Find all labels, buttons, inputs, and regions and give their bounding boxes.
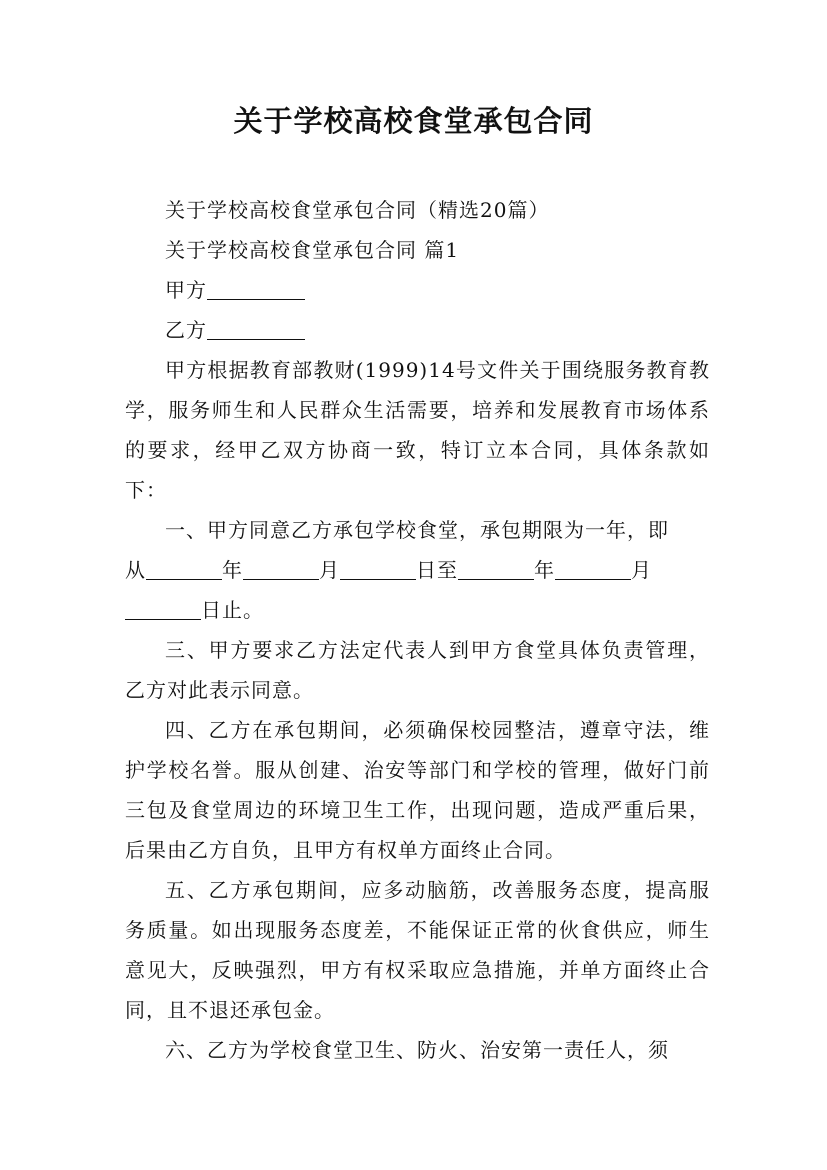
clause-1-lead: 一、甲方同意乙方承包学校食堂，承包期限为一年，即 — [165, 518, 669, 542]
subtitle-collection: 关于学校高校食堂承包合同（精选20篇） — [165, 198, 550, 222]
end-day-blank — [125, 597, 201, 620]
clause-1-end: 日止。 — [201, 598, 264, 622]
party-a-line — [125, 270, 710, 310]
document-body — [125, 190, 710, 1070]
start-day-blank — [340, 557, 416, 580]
end-year-blank — [458, 557, 534, 580]
clause-1-month-1: 月 — [319, 558, 340, 582]
party-a-blank — [207, 277, 305, 300]
clause-1-date-line — [125, 550, 710, 590]
clause-1 — [125, 510, 710, 630]
clause-3: 三、甲方要求乙方法定代表人到甲方食堂具体负责管理，乙方对此表示同意。 — [125, 638, 710, 702]
start-month-blank — [243, 557, 319, 580]
party-b-line — [125, 310, 710, 350]
end-month-blank — [555, 557, 631, 580]
clause-4: 四、乙方在承包期间，必须确保校园整洁，遵章守法，维护学校名誉。服从创建、治安等部门和学校的管理，做好门前三包及食堂周边的环境卫生工作，出现问题，造成严重后果，后果由乙方自负，且甲方有权单方面终止合同。 — [125, 718, 710, 862]
clause-1-day-to: 日至 — [416, 558, 458, 582]
intro-paragraph: 甲方根据教育部教财(1999)14号文件关于围绕服务教育教学，服务师生和人民群众生活需要，培养和发展教育市场体系的要求，经甲乙双方协商一致，特订立本合同，具体条款如下： — [125, 358, 710, 502]
clause-5: 五、乙方承包期间，应多动脑筋，改善服务态度，提高服务质量。如出现服务态度差，不能保证正常的伙食供应，师生意见大，反映强烈，甲方有权采取应急措施，并单方面终止合同，且不退还承包金。 — [125, 878, 710, 1022]
clause-1-month-2: 月 — [631, 558, 652, 582]
clause-1-end-line — [125, 590, 710, 630]
start-year-blank — [146, 557, 222, 580]
party-b-label: 乙方 — [165, 318, 207, 342]
clause-1-from: 从 — [125, 558, 146, 582]
clause-1-year-1: 年 — [222, 558, 243, 582]
party-b-blank — [207, 317, 305, 340]
clause-6: 六、乙方为学校食堂卫生、防火、治安第一责任人，须 — [165, 1038, 669, 1062]
subtitle-chapter: 关于学校高校食堂承包合同 篇1 — [165, 238, 460, 262]
party-a-label: 甲方 — [165, 278, 207, 302]
clause-1-year-2: 年 — [534, 558, 555, 582]
document-title: 关于学校高校食堂承包合同 — [233, 104, 594, 138]
